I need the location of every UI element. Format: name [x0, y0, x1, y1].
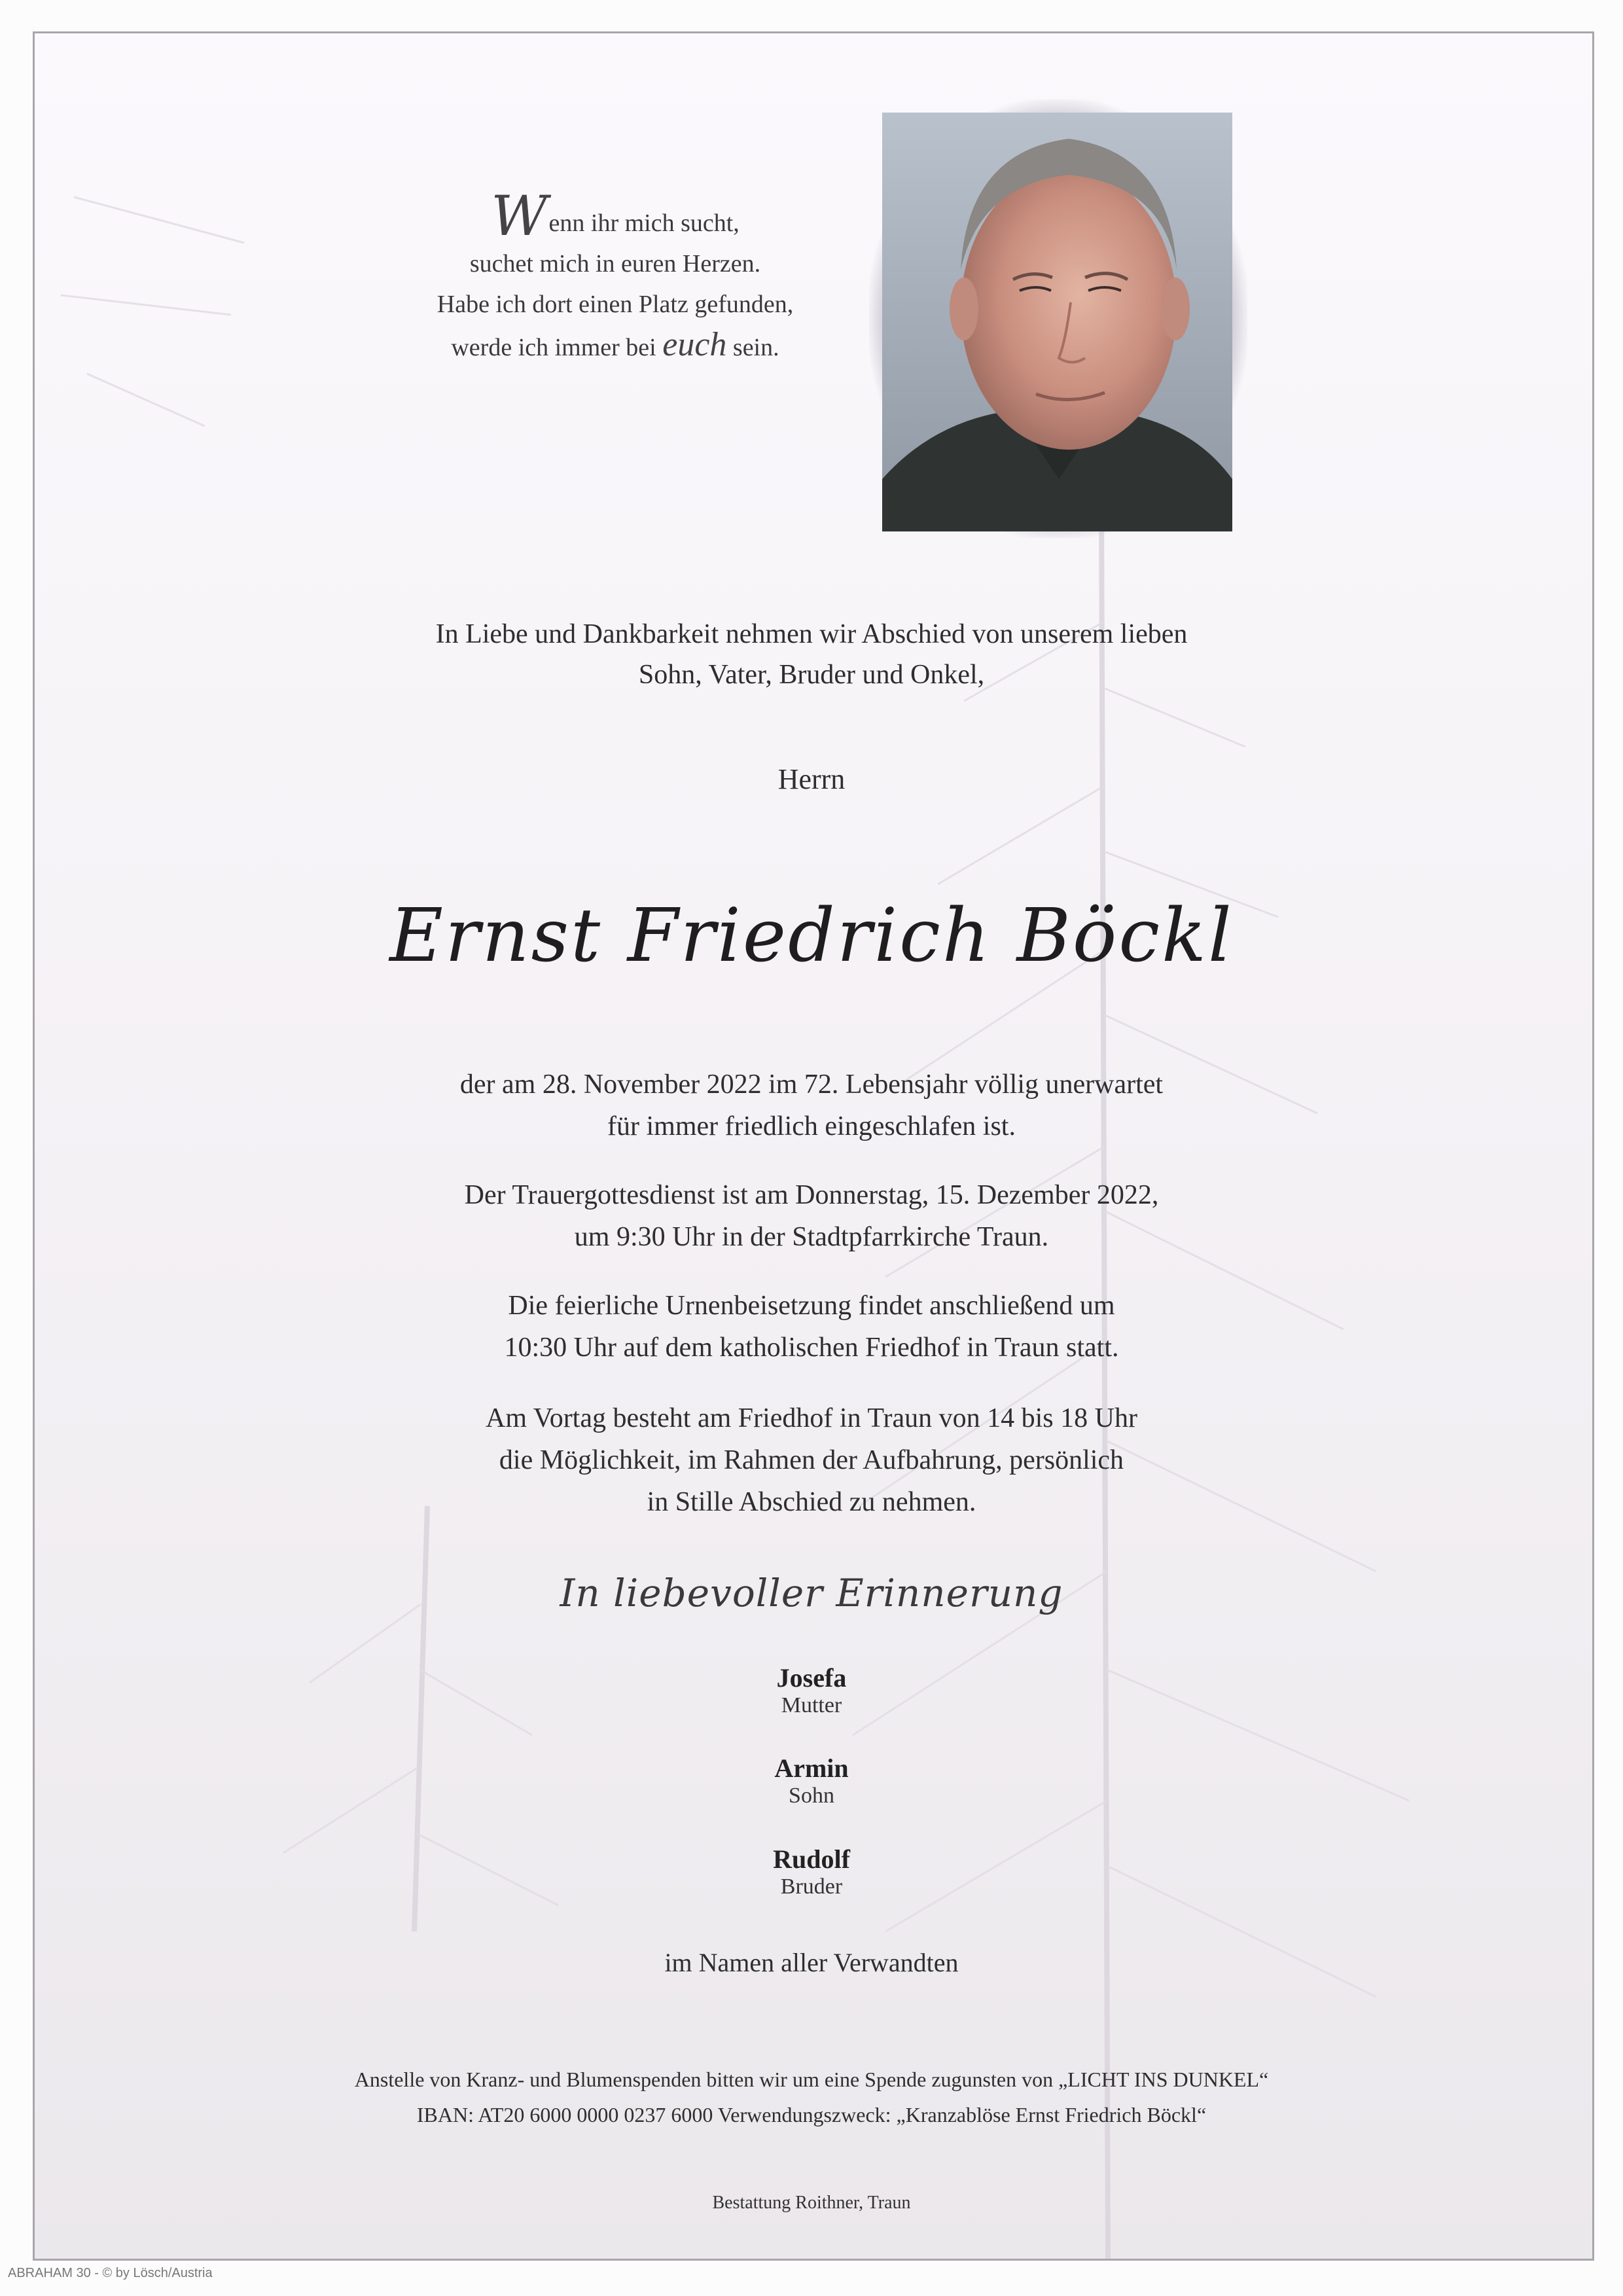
poem-line-3: Habe ich dort einen Platz gefunden,	[437, 291, 794, 318]
closing-line: im Namen aller Verwandten	[664, 1948, 959, 1977]
portrait-photo	[882, 113, 1232, 531]
mourner-relation: Sohn	[789, 1784, 834, 1808]
paragraph-service	[0, 1174, 1623, 1258]
poem-line-1-text: enn ihr mich sucht,	[548, 209, 740, 237]
donation-line-2: IBAN: AT20 6000 0000 0237 6000 Verwendungszweck: „Kranzablöse Ernst Friedrich Böckl“	[416, 2103, 1207, 2126]
paragraph-viewing	[0, 1397, 1623, 1523]
paragraph-line: Die feierliche Urnenbeisetzung findet anschließend um	[508, 1291, 1115, 1321]
memory-heading: In liebevoller Erinnerung	[560, 1571, 1063, 1615]
undertaker: Bestattung Roithner, Traun	[712, 2193, 911, 2213]
portrait-illustration	[882, 113, 1232, 531]
donation-line-1: Anstelle von Kranz- und Blumenspenden bitten wir um eine Spende zugunsten von „LICHT INS DUNKEL“	[354, 2068, 1269, 2091]
deceased-name: Ernst Friedrich Böckl	[389, 893, 1234, 978]
poem-line-4-before: werde ich immer bei	[451, 334, 663, 361]
mourner-entry	[0, 1844, 1623, 1899]
mourner-entry	[0, 1753, 1623, 1808]
mourner-name: Armin	[774, 1753, 849, 1783]
salutation: Herrn	[777, 763, 846, 795]
footer-credit: ABRAHAM 30 - © by Lösch/Austria	[8, 2266, 213, 2280]
mourner-relation: Bruder	[780, 1874, 843, 1899]
mourner-name: Rudolf	[773, 1844, 850, 1874]
mourner-relation: Mutter	[781, 1693, 842, 1717]
paragraph-burial	[0, 1285, 1623, 1369]
intro-text	[0, 614, 1623, 695]
donation-note	[0, 2062, 1623, 2132]
paragraph-line: für immer friedlich eingeschlafen ist.	[607, 1111, 1016, 1141]
intro-line-2: Sohn, Vater, Bruder und Onkel,	[638, 660, 985, 690]
poem-line-4	[340, 325, 890, 368]
poem-line-2: suchet mich in euren Herzen.	[469, 250, 761, 278]
paragraph-line: Am Vortag besteht am Friedhof in Traun von 14 bis 18 Uhr	[486, 1403, 1137, 1433]
poem-initial: W	[491, 184, 548, 248]
mourner-name: Josefa	[776, 1663, 847, 1693]
poem-line-4-after: sein.	[726, 334, 779, 361]
paragraph-line: die Möglichkeit, im Rahmen der Aufbahrung, persönlich	[499, 1445, 1124, 1475]
paragraph-line: in Stille Abschied zu nehmen.	[647, 1487, 976, 1517]
paragraph-line: Der Trauergottesdienst ist am Donnerstag, 15. Dezember 2022,	[464, 1180, 1159, 1210]
poem-script-word: euch	[662, 326, 727, 363]
paragraph-death	[0, 1064, 1623, 1147]
poem	[340, 184, 890, 368]
paragraph-line: der am 28. November 2022 im 72. Lebensjahr völlig unerwartet	[459, 1069, 1164, 1100]
intro-line-1: In Liebe und Dankbarkeit nehmen wir Abschied von unserem lieben	[435, 619, 1188, 649]
paragraph-line: um 9:30 Uhr in der Stadtpfarrkirche Traun.	[574, 1222, 1049, 1252]
mourner-entry	[0, 1662, 1623, 1718]
paragraph-line: 10:30 Uhr auf dem katholischen Friedhof in Traun statt.	[504, 1333, 1119, 1363]
poem-line-1	[340, 184, 890, 248]
